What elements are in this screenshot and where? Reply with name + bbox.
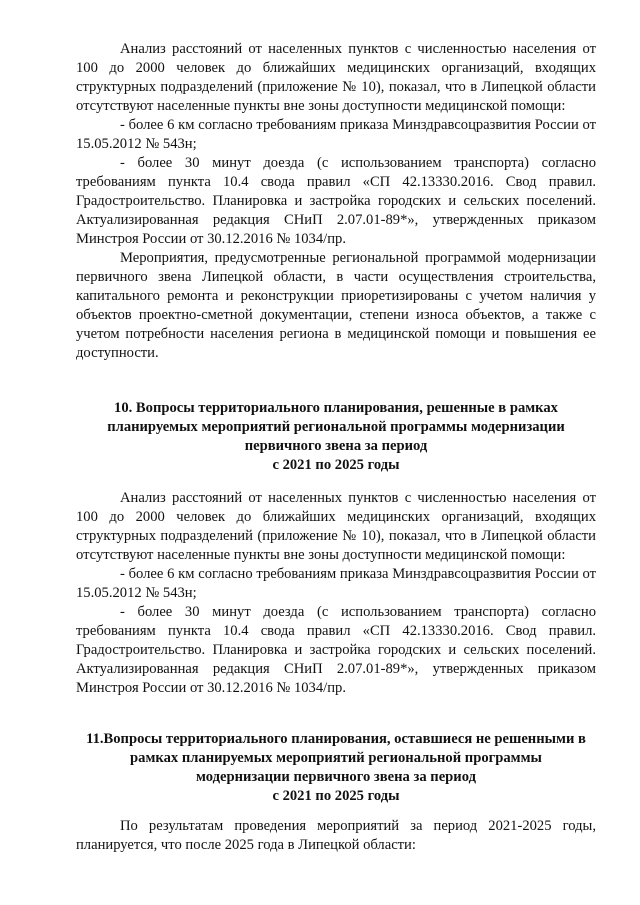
heading-line: с 2021 по 2025 годы <box>272 788 400 804</box>
paragraph-distance-requirement: - более 6 км согласно требованиям приказа Минздравсоцразвития России от 15.05.2012 № 543н; <box>76 566 596 601</box>
paragraph-travel-time-requirement: - более 30 минут доезда (с использованием транспорта) согласно требованиям пункта 10.4 свода правил «СП 42.13330.2016. Свод правил. Градостроительство. Планировка и застройка городских и сельских поселений. Актуализированная редакция СНиП 2.07.01-89*», утвержденных приказом Минстроя России от 30.12.2016 № 1034/пр. <box>76 604 596 696</box>
heading-line: рамках планируемых мероприятий региональной программы <box>130 750 542 766</box>
heading-line: 10. Вопросы территориального планирования, решенные в рамках <box>114 400 558 416</box>
section-10-body <box>76 489 596 698</box>
paragraph-travel-time-requirement: - более 30 минут доезда (с использованием транспорта) согласно требованиям пункта 10.4 свода правил «СП 42.13330.2016. Свод правил. Градостроительство. Планировка и застройка городских и сельских поселений. Актуализированная редакция СНиП 2.07.01-89*», утвержденных приказом Минстроя России от 30.12.2016 № 1034/пр. <box>76 155 596 247</box>
section-11-body <box>76 817 596 855</box>
paragraph-analysis: Анализ расстояний от населенных пунктов с численностью населения от 100 до 2000 человек до ближайших медицинских организаций, входящих структурных подразделений (приложение № 10), показал, что в Липецкой области отсутствуют населенные пункты вне зоны доступности медицинской помощи: <box>76 490 596 563</box>
heading-line: модернизации первичного звена за период <box>196 769 476 785</box>
paragraph-results: По результатам проведения мероприятий за период 2021-2025 годы, планируется, что после 2025 года в Липецкой области: <box>76 818 596 853</box>
paragraph-measures: Мероприятия, предусмотренные региональной программой модернизации первичного звена Липецкой области, в части осуществления строительства, капитального ремонта и реконструкции приоретизированы с учетом наличия у объектов проектно-сметной документации, степени износа объектов, а также с учетом потребности населения региона в медицинской помощи и повышения ее доступности. <box>76 250 596 361</box>
paragraph-distance-requirement: - более 6 км согласно требованиям приказа Минздравсоцразвития России от 15.05.2012 № 543н; <box>76 117 596 152</box>
paragraph-analysis: Анализ расстояний от населенных пунктов с численностью населения от 100 до 2000 человек до ближайших медицинских организаций, входящих структурных подразделений (приложение № 10), показал, что в Липецкой области отсутствуют населенные пункты вне зоны доступности медицинской помощи: <box>76 41 596 114</box>
section-11-heading <box>76 730 596 806</box>
heading-line: с 2021 по 2025 годы <box>272 457 400 473</box>
section-10-heading <box>76 399 596 475</box>
heading-line: первичного звена за период <box>244 438 428 454</box>
heading-line: планируемых мероприятий региональной программы модернизации <box>107 419 565 435</box>
heading-line: 11.Вопросы территориального планирования, оставшиеся не решенными в <box>86 731 586 747</box>
intro-section <box>76 40 596 363</box>
